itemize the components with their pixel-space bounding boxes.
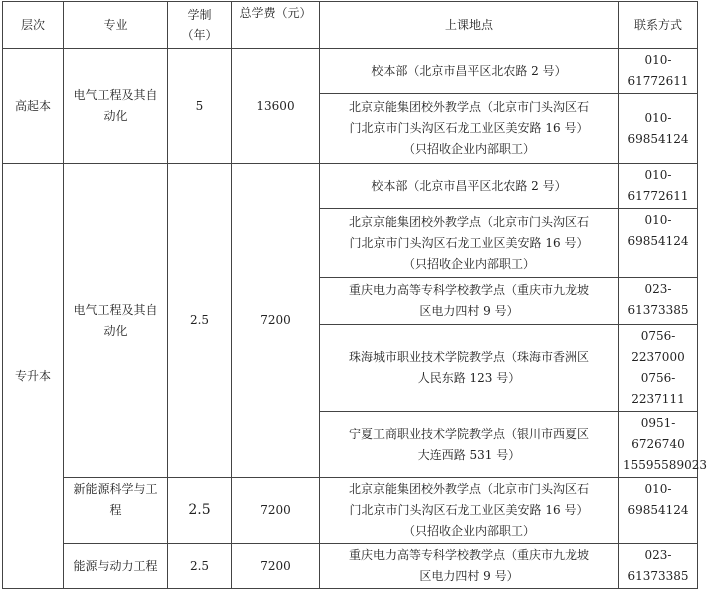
contact-line: 023-61373385 xyxy=(627,282,689,317)
contact-cell xyxy=(619,478,698,544)
location-cell xyxy=(320,412,619,478)
location-cell xyxy=(320,325,619,412)
contact-cell xyxy=(619,544,698,589)
header-major: 专业 xyxy=(64,2,168,49)
major-line: 新能源科学与工 xyxy=(73,482,158,496)
location-line: （只招收企业内部职工） xyxy=(402,524,535,538)
contact-line: 010-61772611 xyxy=(627,168,689,203)
location-line: 人民东路 123 号） xyxy=(417,371,521,385)
duration-cell: 5 xyxy=(168,49,232,164)
location-line: 北京京能集团校外教学点（北京市门头沟区石 xyxy=(348,100,589,114)
location-cell xyxy=(320,49,619,94)
major-cell xyxy=(64,49,168,164)
header-location: 上课地点 xyxy=(320,2,619,49)
header-tuition: 总学费（元） xyxy=(232,2,320,49)
table-row xyxy=(3,49,698,94)
header-duration-unit: （年） xyxy=(181,28,218,42)
location-line: （只招收企业内部职工） xyxy=(402,256,535,271)
enrollment-table xyxy=(2,1,707,589)
header-row xyxy=(3,2,698,49)
location-line: 门北京市门头沟区石龙工业区美安路 16 号） xyxy=(349,503,589,517)
contact-line: 0951-6726740 xyxy=(631,416,685,451)
location-line: 北京京能集团校外教学点（北京市门头沟区石 xyxy=(348,482,589,496)
location-line: 门北京市门头沟区石龙工业区美安路 16 号） xyxy=(349,235,589,250)
location-cell xyxy=(320,164,619,209)
location-line: 门北京市门头沟区石龙工业区美安路 16 号） xyxy=(349,121,589,135)
location-cell xyxy=(320,544,619,589)
header-duration-line: 学制 xyxy=(187,8,212,22)
location-line: 珠海城市职业技术学院教学点（珠海市香洲区 xyxy=(348,350,589,364)
location-cell xyxy=(320,278,619,325)
table-row xyxy=(3,544,698,589)
contact-cell xyxy=(619,412,707,478)
location-line: 北京京能集团校外教学点（北京市门头沟区石 xyxy=(348,214,589,229)
major-cell xyxy=(64,478,168,544)
duration-cell: 2.5 xyxy=(168,544,232,589)
contact-line: 010-61772611 xyxy=(627,53,689,88)
contact-cell xyxy=(619,164,698,209)
contact-line: 010-69854124 xyxy=(627,213,689,248)
tuition-cell: 7200 xyxy=(232,478,320,544)
level-cell: 专升本 xyxy=(3,164,64,589)
location-cell xyxy=(320,478,619,544)
major-line: 动化 xyxy=(103,109,128,123)
location-line: 大连西路 531 号） xyxy=(417,447,521,462)
location-line: 宁夏工商职业技术学院教学点（银川市西夏区 xyxy=(348,426,589,441)
location-cell xyxy=(320,94,619,164)
location-line: 校本部（北京市昌平区北农路 2 号） xyxy=(371,178,567,193)
level-cell: 高起本 xyxy=(3,49,64,164)
contact-cell xyxy=(619,278,698,325)
major-line: 电气工程及其自 xyxy=(73,88,158,102)
contact-line: 023-61373385 xyxy=(627,548,689,583)
table-row xyxy=(3,164,698,209)
location-line: 区电力四村 9 号） xyxy=(419,304,519,318)
duration-cell: 2.5 xyxy=(168,478,232,544)
major-line: 电气工程及其自 xyxy=(73,302,158,317)
contact-cell xyxy=(619,209,698,278)
tuition-cell: 7200 xyxy=(232,544,320,589)
contact-line: 15595589023 xyxy=(623,458,707,472)
contact-line: 0756-2237000 xyxy=(631,329,685,364)
major-line: 程 xyxy=(109,503,122,517)
major-cell: 能源与动力工程 xyxy=(64,544,168,589)
header-level: 层次 xyxy=(3,2,64,49)
contact-line: 010-69854124 xyxy=(627,482,689,517)
header-contact: 联系方式 xyxy=(619,2,698,49)
major-line: 动化 xyxy=(103,323,128,338)
tuition-cell: 7200 xyxy=(232,164,320,478)
location-cell xyxy=(320,209,619,278)
location-line: 区电力四村 9 号） xyxy=(419,569,519,583)
location-line: 重庆电力高等专科学校教学点（重庆市九龙坡 xyxy=(348,283,589,297)
major-cell xyxy=(64,164,168,478)
contact-cell xyxy=(619,94,698,164)
location-line: 校本部（北京市昌平区北农路 2 号） xyxy=(371,63,567,78)
contact-line: 0756-2237111 xyxy=(631,371,685,406)
table-row xyxy=(3,478,698,544)
location-line: （只招收企业内部职工） xyxy=(402,142,535,156)
location-line: 重庆电力高等专科学校教学点（重庆市九龙坡 xyxy=(348,548,589,562)
contact-cell xyxy=(619,49,698,94)
tuition-cell: 13600 xyxy=(232,49,320,164)
contact-cell xyxy=(619,325,698,412)
contact-line: 010-69854124 xyxy=(627,110,689,146)
header-duration xyxy=(168,2,232,49)
duration-cell: 2.5 xyxy=(168,164,232,478)
